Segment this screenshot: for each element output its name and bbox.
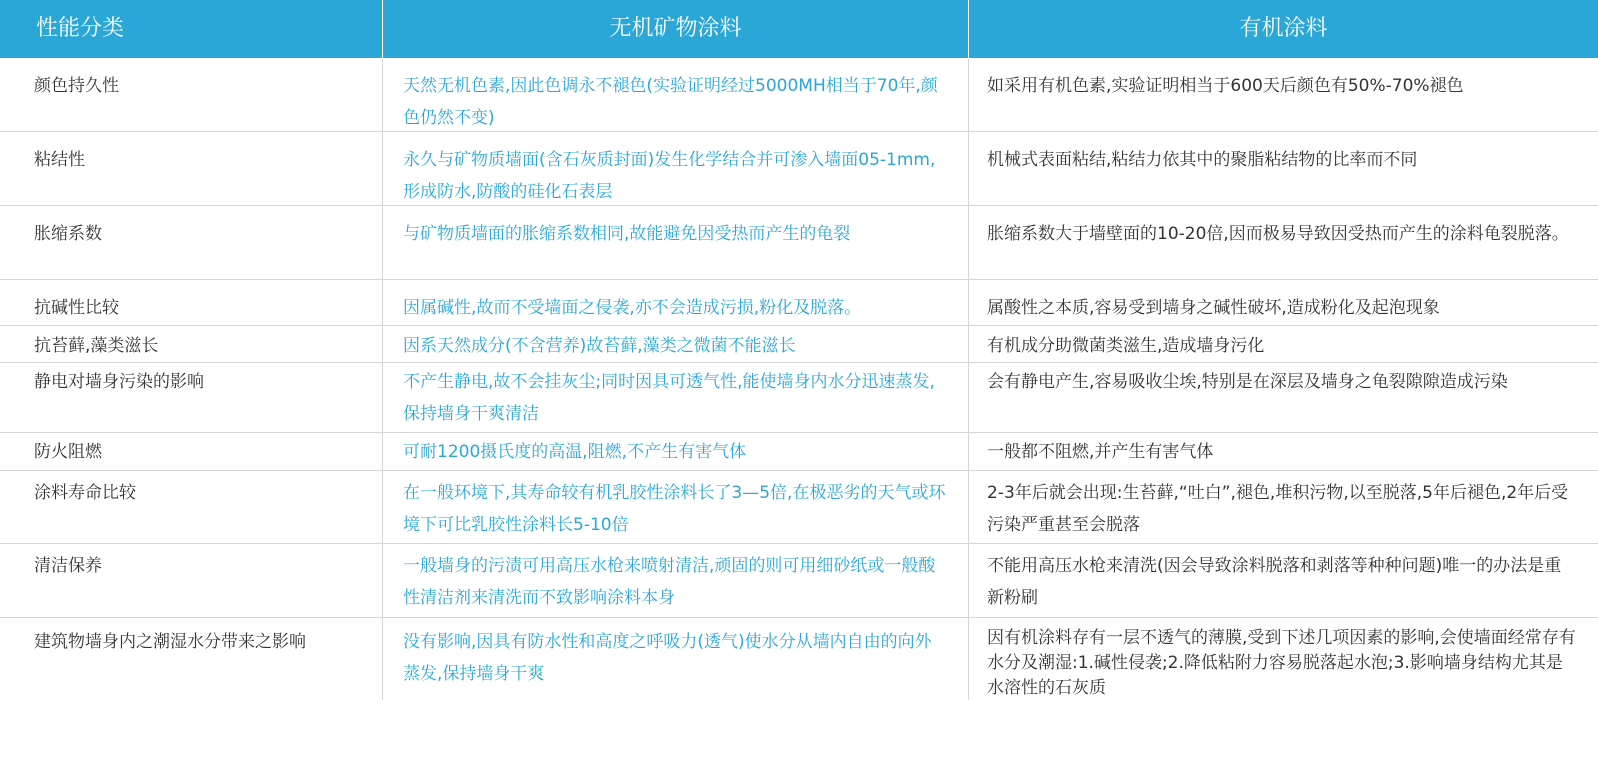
row-inorganic: 没有影响,因具有防水性和高度之呼吸力(透气)使水分从墙内自由的向外蒸发,保持墙身干爽 bbox=[383, 618, 969, 700]
row-category: 抗碱性比较 bbox=[0, 280, 383, 326]
row-organic: 如采用有机色素,实验证明相当于600天后颜色有50%-70%褪色 bbox=[969, 58, 1598, 132]
row-inorganic: 因属碱性,故而不受墙面之侵袭,亦不会造成污损,粉化及脱落。 bbox=[383, 280, 969, 326]
header-inorganic: 无机矿物涂料 bbox=[383, 0, 969, 58]
row-inorganic: 天然无机色素,因此色调永不褪色(实验证明经过5000MH相当于70年,颜色仍然不变) bbox=[383, 58, 969, 132]
row-organic: 属酸性之本质,容易受到墙身之碱性破坏,造成粉化及起泡现象 bbox=[969, 280, 1598, 326]
row-inorganic: 永久与矿物质墙面(含石灰质封面)发生化学结合并可渗入墙面05-1mm,形成防水,防酸的硅化石表层 bbox=[383, 132, 969, 206]
row-category: 防火阻燃 bbox=[0, 433, 383, 471]
row-inorganic: 在一般环境下,其寿命较有机乳胶性涂料长了3—5倍,在极恶劣的天气或环境下可比乳胶性涂料长5-10倍 bbox=[383, 471, 969, 544]
row-category: 涂料寿命比较 bbox=[0, 471, 383, 544]
header-organic: 有机涂料 bbox=[969, 0, 1598, 58]
row-inorganic: 与矿物质墙面的胀缩系数相同,故能避免因受热而产生的龟裂 bbox=[383, 206, 969, 280]
row-category: 抗苔藓,藻类滋长 bbox=[0, 326, 383, 363]
row-organic: 会有静电产生,容易吸收尘埃,特别是在深层及墙身之龟裂隙隙造成污染 bbox=[969, 363, 1598, 433]
row-inorganic: 一般墙身的污渍可用高压水枪来喷射清洁,顽固的则可用细砂纸或一般酸性清洁剂来清洗而不致影响涂料本身 bbox=[383, 544, 969, 618]
row-category: 建筑物墙身内之潮湿水分带来之影响 bbox=[0, 618, 383, 700]
row-category: 颜色持久性 bbox=[0, 58, 383, 132]
row-organic: 胀缩系数大于墙壁面的10-20倍,因而极易导致因受热而产生的涂料龟裂脱落。 bbox=[969, 206, 1598, 280]
row-organic: 一般都不阻燃,并产生有害气体 bbox=[969, 433, 1598, 471]
row-organic: 因有机涂料存有一层不透气的薄膜,受到下述几项因素的影响,会使墙面经常存有水分及潮湿:1.碱性侵袭;2.降低粘附力容易脱落起水泡;3.影响墙身结构尤其是水溶性的石灰质 bbox=[987, 628, 1576, 698]
row-inorganic: 可耐1200摄氏度的高温,阻燃,不产生有害气体 bbox=[383, 433, 969, 471]
row-category: 粘结性 bbox=[0, 132, 383, 206]
row-category: 静电对墙身污染的影响 bbox=[0, 363, 383, 433]
row-organic: 不能用高压水枪来清洗(因会导致涂料脱落和剥落等种种问题)唯一的办法是重新粉刷 bbox=[969, 544, 1598, 618]
row-organic: 2-3年后就会出现:生苔藓,“吐白”,褪色,堆积污物,以至脱落,5年后褪色,2年后受污染严重甚至会脱落 bbox=[969, 471, 1598, 544]
header-category: 性能分类 bbox=[0, 0, 383, 58]
row-category: 清洁保养 bbox=[0, 544, 383, 618]
row-organic: 机械式表面粘结,粘结力依其中的聚脂粘结物的比率而不同 bbox=[969, 132, 1598, 206]
row-organic: 有机成分助微菌类滋生,造成墙身污化 bbox=[969, 326, 1598, 363]
row-inorganic: 不产生静电,故不会挂灰尘;同时因具可透气性,能使墙身内水分迅速蒸发,保持墙身干爽清洁 bbox=[383, 363, 969, 433]
row-category: 胀缩系数 bbox=[0, 206, 383, 280]
row-inorganic: 因系天然成分(不含营养)故苔藓,藻类之微菌不能滋长 bbox=[383, 326, 969, 363]
